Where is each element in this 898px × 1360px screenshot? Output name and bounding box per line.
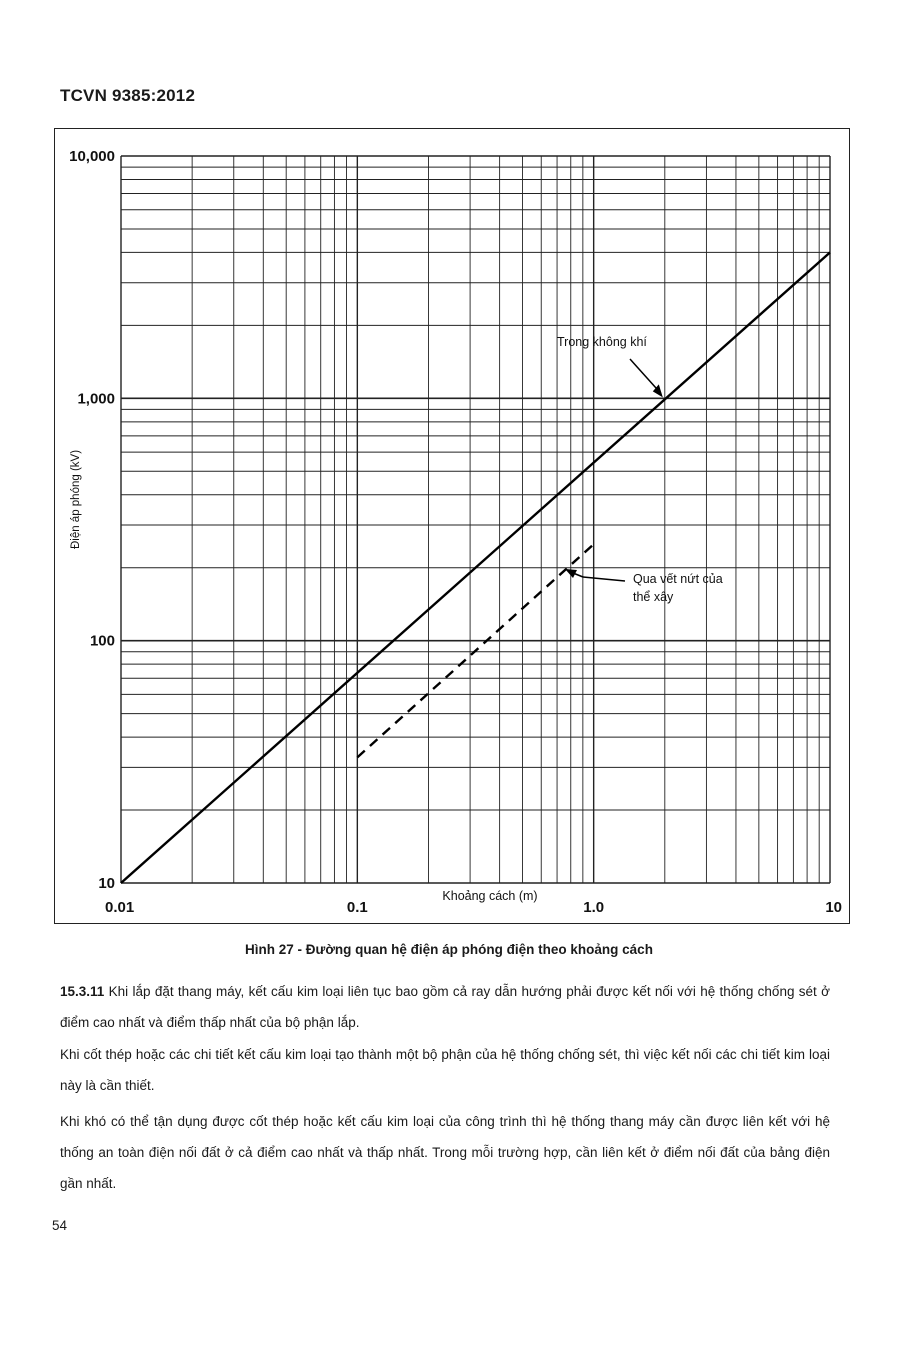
y-tick-label: 100	[89, 632, 115, 650]
voltage-distance-chart	[55, 129, 851, 925]
paragraph-text: Khi khó có thể tận dụng được cốt thép hoặc kết cấu kim loại của công trình thì hệ thống thang máy cần được liên kết với hệ thống an toàn điện nối đất ở cả điểm cao nhất và thấp nhất. Trong mỗi trường hợp, cần liên kết ở điểm nối đất của bảng điện gần nhất.	[60, 1114, 830, 1191]
annotation-label: Trong không khí	[557, 335, 647, 349]
x-tick-label: 10	[825, 899, 842, 916]
masonry-crack-line	[357, 544, 593, 757]
y-tick-label: 10,000	[69, 148, 115, 165]
annotation-label: thể xây	[633, 590, 674, 604]
y-axis-label: Điện áp phóng (kV)	[70, 449, 82, 550]
x-tick-label: 0.01	[105, 899, 135, 916]
annotation-leader	[583, 577, 625, 581]
paragraph-3	[60, 1106, 830, 1199]
chart-frame	[54, 128, 850, 924]
figure-caption: Hình 27 - Đường quan hệ điện áp phóng điện theo khoảng cách	[245, 942, 653, 957]
x-axis-label: Khoảng cách (m)	[442, 889, 538, 903]
y-tick-label: 1,000	[77, 390, 115, 408]
paragraph-2	[60, 1039, 830, 1101]
x-tick-label: 0.1	[346, 899, 368, 916]
section-number: 15.3.11	[60, 984, 105, 999]
document-header: TCVN 9385:2012	[60, 86, 196, 105]
paragraph-15-3-11	[60, 976, 830, 1038]
paragraph-text: Khi lắp đặt thang máy, kết cấu kim loại liên tục bao gồm cả ray dẫn hướng phải được kết nối với hệ thống chống sét ở điểm cao nhất và điểm thấp nhất của bộ phận lắp.	[60, 984, 830, 1030]
paragraph-text: Khi cốt thép hoặc các chi tiết kết cấu kim loại tạo thành một bộ phận của hệ thống chống sét, thì việc kết nối các chi tiết kim loại này là cần thiết.	[60, 1047, 830, 1093]
x-tick-label: 1.0	[583, 899, 605, 916]
page-number: 54	[52, 1218, 68, 1233]
annotation-label: Qua vết nứt của	[633, 572, 723, 586]
y-tick-label: 10	[98, 875, 115, 892]
